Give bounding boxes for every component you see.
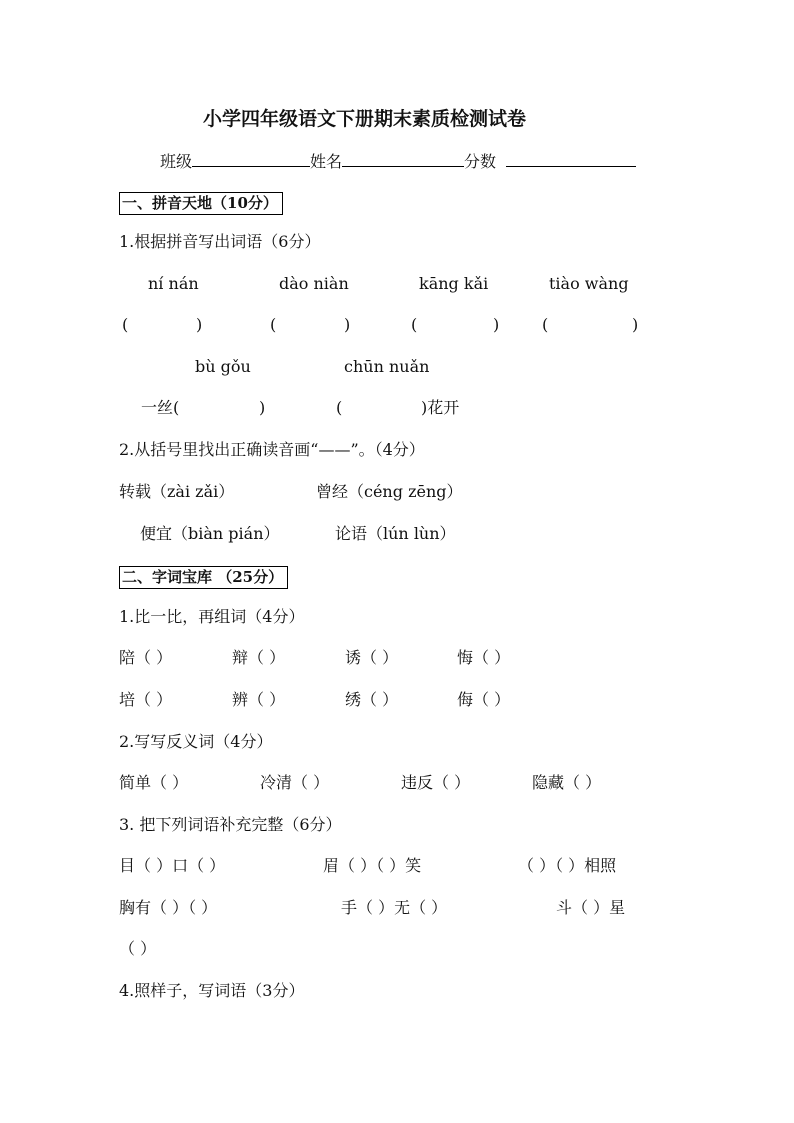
answer-bracket: )花开 (421, 398, 460, 417)
compare-item: 陪（ ） (119, 648, 173, 667)
class-blank[interactable] (192, 149, 310, 167)
answer-bracket: ) (632, 315, 639, 334)
s2-q1-title: 1.比一比，再组词（4分） (119, 607, 305, 626)
answer-bracket: ) (493, 315, 500, 334)
s2-q4-title: 4.照样子，写词语（3分） (119, 981, 305, 1000)
pinyin-item: dào niàn (279, 274, 349, 293)
student-info-row (160, 149, 636, 170)
s2-q2-title: 2.写写反义词（4分） (119, 732, 273, 751)
name-blank[interactable] (342, 149, 464, 167)
answer-bracket: ) (196, 315, 203, 334)
idiom-item: （ ） (119, 939, 157, 958)
reading-item: 便宜（biàn pián） (140, 524, 280, 543)
answer-bracket: ( (122, 315, 129, 334)
compare-item: 诱（ ） (345, 648, 399, 667)
pinyin-item: bù gǒu (195, 357, 251, 376)
compare-item: 绣（ ） (345, 690, 399, 709)
page-title: 小学四年级语文下册期末素质检测试卷 (203, 108, 527, 130)
compare-item: 侮（ ） (457, 690, 511, 709)
idiom-item: 目（ ）口（ ） (119, 856, 226, 875)
answer-bracket: 一丝( (141, 398, 180, 417)
reading-item: 曾经（céng zēng） (316, 482, 463, 501)
compare-item: 悔（ ） (457, 648, 511, 667)
compare-item: 培（ ） (119, 690, 173, 709)
idiom-item: 胸有（ ）（ ） (119, 898, 218, 917)
answer-bracket: ( (542, 315, 549, 334)
antonym-item: 隐藏（ ） (532, 773, 602, 792)
idiom-item: 斗（ ）星 (556, 898, 626, 917)
answer-bracket: ( (411, 315, 418, 334)
idiom-item: （ ）（ ）相照 (518, 856, 617, 875)
compare-item: 辨（ ） (232, 690, 286, 709)
answer-bracket: ) (344, 315, 351, 334)
reading-item: 转载（zài zǎi） (119, 482, 235, 501)
s1-q1-title: 1.根据拼音写出词语（6分） (119, 232, 321, 251)
answer-bracket: ) (259, 398, 266, 417)
pinyin-item: kāng kǎi (419, 274, 489, 293)
pinyin-item: chūn nuǎn (344, 357, 430, 376)
antonym-item: 冷清（ ） (260, 773, 330, 792)
pinyin-item: tiào wàng (549, 274, 629, 293)
pinyin-item: ní nán (148, 274, 199, 293)
antonym-item: 简单（ ） (119, 773, 189, 792)
idiom-item: 手（ ）无（ ） (341, 898, 448, 917)
section-2-heading: 二、字词宝库 （25分） (119, 566, 288, 589)
s2-q3-title: 3. 把下列词语补充完整（6分） (119, 815, 342, 834)
s1-q2-title: 2.从括号里找出正确读音画“——”。（4分） (119, 440, 425, 459)
class-label: 班级 (160, 152, 193, 171)
score-blank[interactable] (506, 149, 636, 167)
reading-item: 论语（lún lùn） (335, 524, 456, 543)
compare-item: 辩（ ） (232, 648, 286, 667)
answer-bracket: ( (270, 315, 277, 334)
antonym-item: 违反（ ） (401, 773, 471, 792)
name-label: 姓名 (310, 152, 343, 171)
answer-bracket: ( (336, 398, 343, 417)
idiom-item: 眉（ ）（ ）笑 (323, 856, 422, 875)
score-label: 分数 (464, 152, 497, 171)
section-1-heading: 一、拼音天地（10分） (119, 192, 283, 215)
